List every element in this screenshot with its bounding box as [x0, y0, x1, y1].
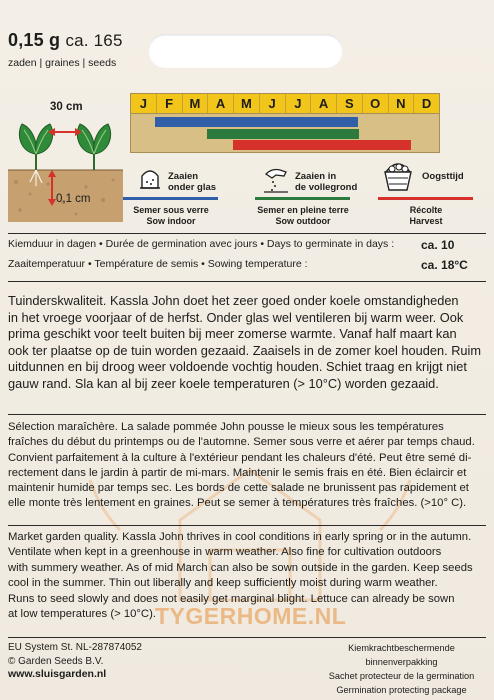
hang-tab-cutout [148, 34, 343, 68]
seed-units: zaden | graines | seeds [8, 57, 117, 69]
legend-harvest-title: Oogsttijd [422, 171, 464, 182]
description-dutch: Tuinderskwaliteit. Kassla John doet het zeer goed onder koele omstandigheden in het vroege voorjaar of de herfst. Onder glas wel ventileren bij warm weer. Ook prima geschikt voor teelt buiten bij meer zomerse warmte. Vanaf half maart kan ook ter plaatse op de tuin worden gezaaid. Zaaisels in de zomer koel houden. Ruim uitdunnen en bij droog weer voldoende vochtig houden. Schiet traag en krijgt niet gauw rand. Sla kan al bij zeer koele temperaturen (> 10°C) worden gezaaid. [8, 293, 482, 391]
germination-days-value: ca. 10 [421, 238, 455, 252]
row-spacing-label: 30 cm [50, 101, 83, 113]
description-english: Market garden quality. Kassla John thrives in cool conditions in early spring or in the autumn. Ventilate when kept in a greenhouse in warm weather. Also fine for cultivation outdoors with summery weather. As of mid March can also be sown outside in the garden. Keep seeds cool in the summer. Thin out liberally and keep sufficiently moist during warm weather. Runs to seed slowly and does not easily get marginal blight. Lettuce can already be sown at low temperatures (> 10°C). [8, 531, 473, 621]
sowing-temp-value: ca. 18°C [421, 258, 468, 272]
description-french: Sélection maraîchère. La salade pommée John pousse le mieux sous les températures fraîches du début du printemps ou de l'automne. Semer sous verre et aérer par temps chaud. Convient parfaitement à la culture à l'extérieur pendant les chaleurs d'été. Peut être semé di- rectement dans le jardin à partir de mi-mars. Maintenir le semis frais en été. Bien éclaircir et maintenir humide par temps sec. Les bords de cette salade ne brunissent pas rapidement et elle monte très lentement en graines. Peut se semer à températures très fraîches. (>10° C). [8, 421, 475, 510]
plant-spacing-icon [8, 112, 123, 222]
legend-harvest-subtitle: Récolte Harvest [409, 205, 443, 226]
sowing-calendar [130, 93, 440, 153]
footer-packaging-info: Kiemkrachtbeschermende binnenverpakking Sachet protecteur de la germination Germination protecting package [328, 643, 475, 695]
sowing-temp-label: Zaaitemperatuur • Température de semis • Sowing temperature : [8, 258, 308, 270]
watermark-text: TYGERHOME.NL [155, 603, 347, 629]
legend-outdoor-title: Zaaien in de vollegrond [295, 171, 358, 193]
month-apr: A [208, 94, 234, 113]
legend-indoor-subtitle: Semer sous verre Sow indoor [133, 205, 209, 226]
indoor-sowing-bar [155, 117, 358, 127]
month-jan: J [131, 94, 157, 113]
harvest-basket-icon [380, 158, 416, 194]
website-link[interactable]: www.sluisgarden.nl [8, 668, 107, 680]
month-row [131, 94, 439, 114]
month-feb: F [157, 94, 183, 113]
eu-system-number: EU System St. NL-287874052 [8, 642, 142, 653]
dutch-divider [8, 414, 486, 415]
legend-indoor-title: Zaaien onder glas [168, 171, 217, 193]
top-divider [8, 233, 486, 234]
month-jun: J [260, 94, 286, 113]
english-divider [8, 637, 486, 638]
seed-count: ca. 165 [65, 31, 123, 50]
sowing-depth-label: 0,1 cm [56, 193, 91, 205]
outdoor-sowing-bar [207, 129, 359, 139]
glass-cloche-icon [138, 164, 162, 194]
footer-company-info [8, 641, 142, 682]
germination-divider [8, 281, 486, 282]
legend-outdoor-line [255, 197, 350, 200]
harvest-bar [233, 140, 411, 150]
seed-weight: 0,15 g ca. 165 [8, 30, 123, 50]
french-divider [8, 525, 486, 526]
month-jul: J [286, 94, 312, 113]
legend-indoor-line [123, 197, 218, 200]
germination-days-label: Kiemduur in dagen • Durée de germination avec jours • Days to germinate in days : [8, 238, 395, 250]
sowing-hand-icon [262, 164, 290, 194]
month-nov: N [389, 94, 415, 113]
legend-harvest-line [378, 197, 473, 200]
month-may: M [234, 94, 260, 113]
month-dec: D [421, 96, 432, 111]
month-aug: A [311, 94, 337, 113]
month-mar: M [183, 94, 209, 113]
legend-outdoor-subtitle: Semer en pleine terre Sow outdoor [257, 205, 349, 226]
month-oct: O [363, 94, 389, 113]
month-sep: S [337, 94, 363, 113]
copyright: © Garden Seeds B.V. [8, 655, 104, 667]
